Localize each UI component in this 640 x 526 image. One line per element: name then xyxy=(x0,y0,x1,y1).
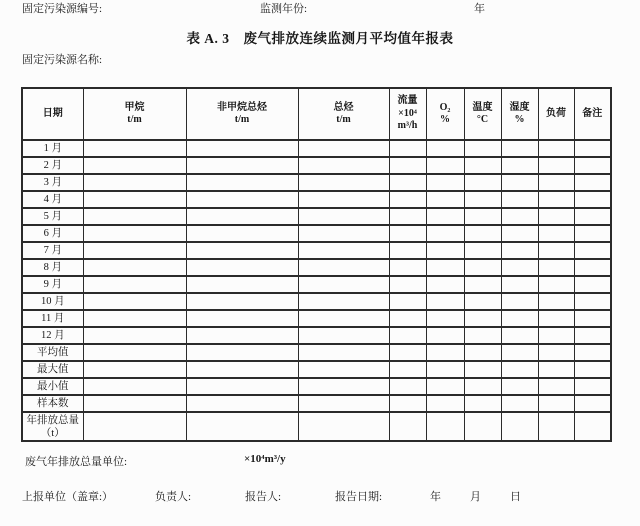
empty-cell xyxy=(389,208,426,225)
empty-cell xyxy=(501,310,538,327)
empty-cell xyxy=(83,157,186,174)
empty-cell xyxy=(574,276,611,293)
empty-cell xyxy=(426,378,464,395)
empty-cell xyxy=(83,412,186,441)
empty-cell xyxy=(538,310,574,327)
empty-cell xyxy=(464,174,501,191)
empty-cell xyxy=(574,225,611,242)
table-row xyxy=(22,293,611,310)
column-header-line: 日期 xyxy=(42,107,63,119)
empty-cell xyxy=(574,259,611,276)
date-day-label: 日 xyxy=(510,491,521,503)
empty-cell xyxy=(574,174,611,191)
column-header-flow-rate xyxy=(389,88,426,140)
empty-cell xyxy=(298,191,389,208)
row-label: 7 月 xyxy=(22,242,83,259)
empty-cell xyxy=(574,310,611,327)
empty-cell xyxy=(298,157,389,174)
empty-cell xyxy=(389,242,426,259)
empty-cell xyxy=(426,361,464,378)
empty-cell xyxy=(464,242,501,259)
empty-cell xyxy=(538,327,574,344)
table-header-row xyxy=(22,88,611,140)
table-row xyxy=(22,378,611,395)
table-row xyxy=(22,225,611,242)
empty-cell xyxy=(186,140,298,157)
report-date-label: 报告日期: xyxy=(335,491,383,503)
column-header-methane xyxy=(83,88,186,140)
empty-cell xyxy=(574,293,611,310)
column-header-remarks xyxy=(574,88,611,140)
empty-cell xyxy=(501,412,538,441)
annual-total-unit-value: ×10⁴m³/y xyxy=(244,453,286,465)
empty-cell xyxy=(186,208,298,225)
empty-cell xyxy=(389,412,426,441)
empty-cell xyxy=(501,395,538,412)
empty-cell xyxy=(501,327,538,344)
empty-cell xyxy=(298,225,389,242)
empty-cell xyxy=(538,191,574,208)
column-header-line: 备注 xyxy=(582,107,603,119)
column-header-line: t/m xyxy=(127,114,142,125)
empty-cell xyxy=(186,395,298,412)
table-row xyxy=(22,157,611,174)
empty-cell xyxy=(186,344,298,361)
empty-cell xyxy=(501,208,538,225)
empty-cell xyxy=(83,310,186,327)
empty-cell xyxy=(538,157,574,174)
empty-cell xyxy=(501,242,538,259)
empty-cell xyxy=(426,327,464,344)
empty-cell xyxy=(538,208,574,225)
empty-cell xyxy=(389,395,426,412)
empty-cell xyxy=(574,242,611,259)
table-row xyxy=(22,259,611,276)
empty-cell xyxy=(574,140,611,157)
empty-cell xyxy=(83,140,186,157)
empty-cell xyxy=(538,276,574,293)
column-header-line: °C xyxy=(476,114,489,125)
row-label: 12 月 xyxy=(22,327,83,344)
empty-cell xyxy=(298,174,389,191)
empty-cell xyxy=(538,361,574,378)
empty-cell xyxy=(186,157,298,174)
empty-cell xyxy=(574,191,611,208)
column-header-humidity xyxy=(501,88,538,140)
empty-cell xyxy=(389,259,426,276)
empty-cell xyxy=(501,276,538,293)
empty-cell xyxy=(83,174,186,191)
empty-cell xyxy=(501,361,538,378)
empty-cell xyxy=(186,378,298,395)
empty-cell xyxy=(83,327,186,344)
empty-cell xyxy=(538,293,574,310)
empty-cell xyxy=(464,225,501,242)
empty-cell xyxy=(464,361,501,378)
empty-cell xyxy=(464,310,501,327)
row-label: 9 月 xyxy=(22,276,83,293)
column-header-temperature xyxy=(464,88,501,140)
empty-cell xyxy=(426,157,464,174)
empty-cell xyxy=(574,208,611,225)
signature-line xyxy=(0,488,640,504)
empty-cell xyxy=(389,225,426,242)
column-header-line: O₂ xyxy=(439,101,451,113)
empty-cell xyxy=(186,293,298,310)
table-row xyxy=(22,361,611,378)
empty-cell xyxy=(464,191,501,208)
empty-cell xyxy=(464,412,501,441)
empty-cell xyxy=(389,293,426,310)
empty-cell xyxy=(83,191,186,208)
responsible-person-label: 负责人: xyxy=(155,491,192,503)
empty-cell xyxy=(501,378,538,395)
column-header-line: t/m xyxy=(234,114,250,125)
empty-cell xyxy=(501,191,538,208)
empty-cell xyxy=(298,259,389,276)
row-label: 1 月 xyxy=(22,140,83,157)
column-header-line: 湿度 xyxy=(509,101,530,113)
info-line-2 xyxy=(0,0,640,16)
empty-cell xyxy=(389,361,426,378)
empty-cell xyxy=(186,310,298,327)
column-header-total-hydrocarbon xyxy=(298,88,389,140)
empty-cell xyxy=(186,327,298,344)
column-header-line: ×10⁴ xyxy=(398,107,417,119)
empty-cell xyxy=(574,412,611,441)
report-unit-label: 上报单位（盖章:） xyxy=(22,491,114,503)
source-code-label: 固定污染源编号: xyxy=(22,3,103,15)
column-header-line: % xyxy=(440,114,450,125)
annual-total-unit-line xyxy=(0,453,640,469)
table-row xyxy=(22,174,611,191)
empty-cell xyxy=(426,208,464,225)
row-label: 10 月 xyxy=(22,293,83,310)
column-header-date xyxy=(22,88,83,140)
empty-cell xyxy=(298,293,389,310)
table-row xyxy=(22,208,611,225)
column-header-load xyxy=(538,88,574,140)
empty-cell xyxy=(426,225,464,242)
column-header-line: % xyxy=(514,114,525,125)
empty-cell xyxy=(389,378,426,395)
row-label: 2 月 xyxy=(22,157,83,174)
empty-cell xyxy=(298,208,389,225)
empty-cell xyxy=(186,242,298,259)
empty-cell xyxy=(83,395,186,412)
empty-cell xyxy=(389,191,426,208)
row-label: 4 月 xyxy=(22,191,83,208)
empty-cell xyxy=(426,191,464,208)
monitor-year-label: 监测年份: xyxy=(260,3,308,15)
empty-cell xyxy=(298,395,389,412)
empty-cell xyxy=(426,310,464,327)
empty-cell xyxy=(389,276,426,293)
empty-cell xyxy=(538,378,574,395)
table-row xyxy=(22,191,611,208)
table-row xyxy=(22,276,611,293)
column-header-line: 甲烷 xyxy=(124,101,145,113)
row-label: 6 月 xyxy=(22,225,83,242)
column-header-line: t/m xyxy=(336,114,351,125)
empty-cell xyxy=(298,276,389,293)
empty-cell xyxy=(298,361,389,378)
monthly-average-report-table xyxy=(21,87,612,442)
empty-cell xyxy=(389,344,426,361)
empty-cell xyxy=(186,225,298,242)
empty-cell xyxy=(464,327,501,344)
empty-cell xyxy=(426,174,464,191)
empty-cell xyxy=(298,310,389,327)
page-title: 表 A. 3 废气排放连续监测月平均值年报表 xyxy=(186,31,454,46)
empty-cell xyxy=(83,276,186,293)
row-label: 最大值 xyxy=(22,361,83,378)
empty-cell xyxy=(426,293,464,310)
reporter-label: 报告人: xyxy=(245,491,282,503)
empty-cell xyxy=(298,344,389,361)
table-row xyxy=(22,327,611,344)
empty-cell xyxy=(298,378,389,395)
column-header-line: 流量 xyxy=(397,95,418,107)
empty-cell xyxy=(464,378,501,395)
empty-cell xyxy=(501,157,538,174)
row-label: 年排放总量（t） xyxy=(22,412,83,441)
date-year-label: 年 xyxy=(430,491,441,503)
empty-cell xyxy=(389,157,426,174)
empty-cell xyxy=(83,259,186,276)
empty-cell xyxy=(464,208,501,225)
empty-cell xyxy=(426,344,464,361)
column-header-line: 温度 xyxy=(472,101,493,113)
row-label: 3 月 xyxy=(22,174,83,191)
table-row xyxy=(22,395,611,412)
empty-cell xyxy=(298,140,389,157)
empty-cell xyxy=(574,361,611,378)
empty-cell xyxy=(574,327,611,344)
empty-cell xyxy=(538,412,574,441)
empty-cell xyxy=(389,310,426,327)
empty-cell xyxy=(426,140,464,157)
annual-total-unit-label: 废气年排放总量单位: xyxy=(25,456,128,468)
empty-cell xyxy=(186,361,298,378)
row-label: 11 月 xyxy=(22,310,83,327)
empty-cell xyxy=(186,174,298,191)
empty-cell xyxy=(501,344,538,361)
table-row xyxy=(22,344,611,361)
source-name-label: 固定污染源名称: xyxy=(22,54,103,66)
empty-cell xyxy=(83,293,186,310)
empty-cell xyxy=(186,276,298,293)
table-row xyxy=(22,310,611,327)
column-header-oxygen xyxy=(426,88,464,140)
empty-cell xyxy=(464,395,501,412)
empty-cell xyxy=(83,225,186,242)
empty-cell xyxy=(186,259,298,276)
empty-cell xyxy=(298,242,389,259)
empty-cell xyxy=(426,395,464,412)
empty-cell xyxy=(464,293,501,310)
empty-cell xyxy=(538,140,574,157)
column-header-line: 总烃 xyxy=(333,101,354,113)
empty-cell xyxy=(389,327,426,344)
empty-cell xyxy=(501,225,538,242)
empty-cell xyxy=(501,174,538,191)
empty-cell xyxy=(464,157,501,174)
empty-cell xyxy=(538,395,574,412)
empty-cell xyxy=(186,191,298,208)
empty-cell xyxy=(464,276,501,293)
empty-cell xyxy=(464,259,501,276)
column-header-line: 负荷 xyxy=(546,107,566,119)
table-row xyxy=(22,412,611,441)
empty-cell xyxy=(83,344,186,361)
date-month-label: 月 xyxy=(470,491,481,503)
row-label: 平均值 xyxy=(22,344,83,361)
empty-cell xyxy=(538,259,574,276)
empty-cell xyxy=(538,344,574,361)
column-header-line: m³/h xyxy=(397,120,418,132)
row-label: 样本数 xyxy=(22,395,83,412)
empty-cell xyxy=(538,225,574,242)
empty-cell xyxy=(501,259,538,276)
empty-cell xyxy=(574,395,611,412)
empty-cell xyxy=(83,208,186,225)
empty-cell xyxy=(83,361,186,378)
empty-cell xyxy=(426,259,464,276)
empty-cell xyxy=(186,412,298,441)
empty-cell xyxy=(574,344,611,361)
empty-cell xyxy=(298,412,389,441)
row-label: 5 月 xyxy=(22,208,83,225)
table-row xyxy=(22,140,611,157)
empty-cell xyxy=(389,174,426,191)
empty-cell xyxy=(389,140,426,157)
empty-cell xyxy=(538,174,574,191)
empty-cell xyxy=(426,276,464,293)
empty-cell xyxy=(501,140,538,157)
year-suffix-label: 年 xyxy=(474,3,485,15)
empty-cell xyxy=(83,378,186,395)
table-row xyxy=(22,242,611,259)
empty-cell xyxy=(501,293,538,310)
empty-cell xyxy=(298,327,389,344)
empty-cell xyxy=(83,242,186,259)
row-label: 最小值 xyxy=(22,378,83,395)
empty-cell xyxy=(538,242,574,259)
empty-cell xyxy=(574,378,611,395)
empty-cell xyxy=(574,157,611,174)
empty-cell xyxy=(464,344,501,361)
empty-cell xyxy=(426,242,464,259)
empty-cell xyxy=(464,140,501,157)
column-header-line: 非甲烷总烃 xyxy=(217,101,267,113)
row-label: 8 月 xyxy=(22,259,83,276)
column-header-non-methane-hydrocarbon xyxy=(186,88,298,140)
empty-cell xyxy=(426,412,464,441)
